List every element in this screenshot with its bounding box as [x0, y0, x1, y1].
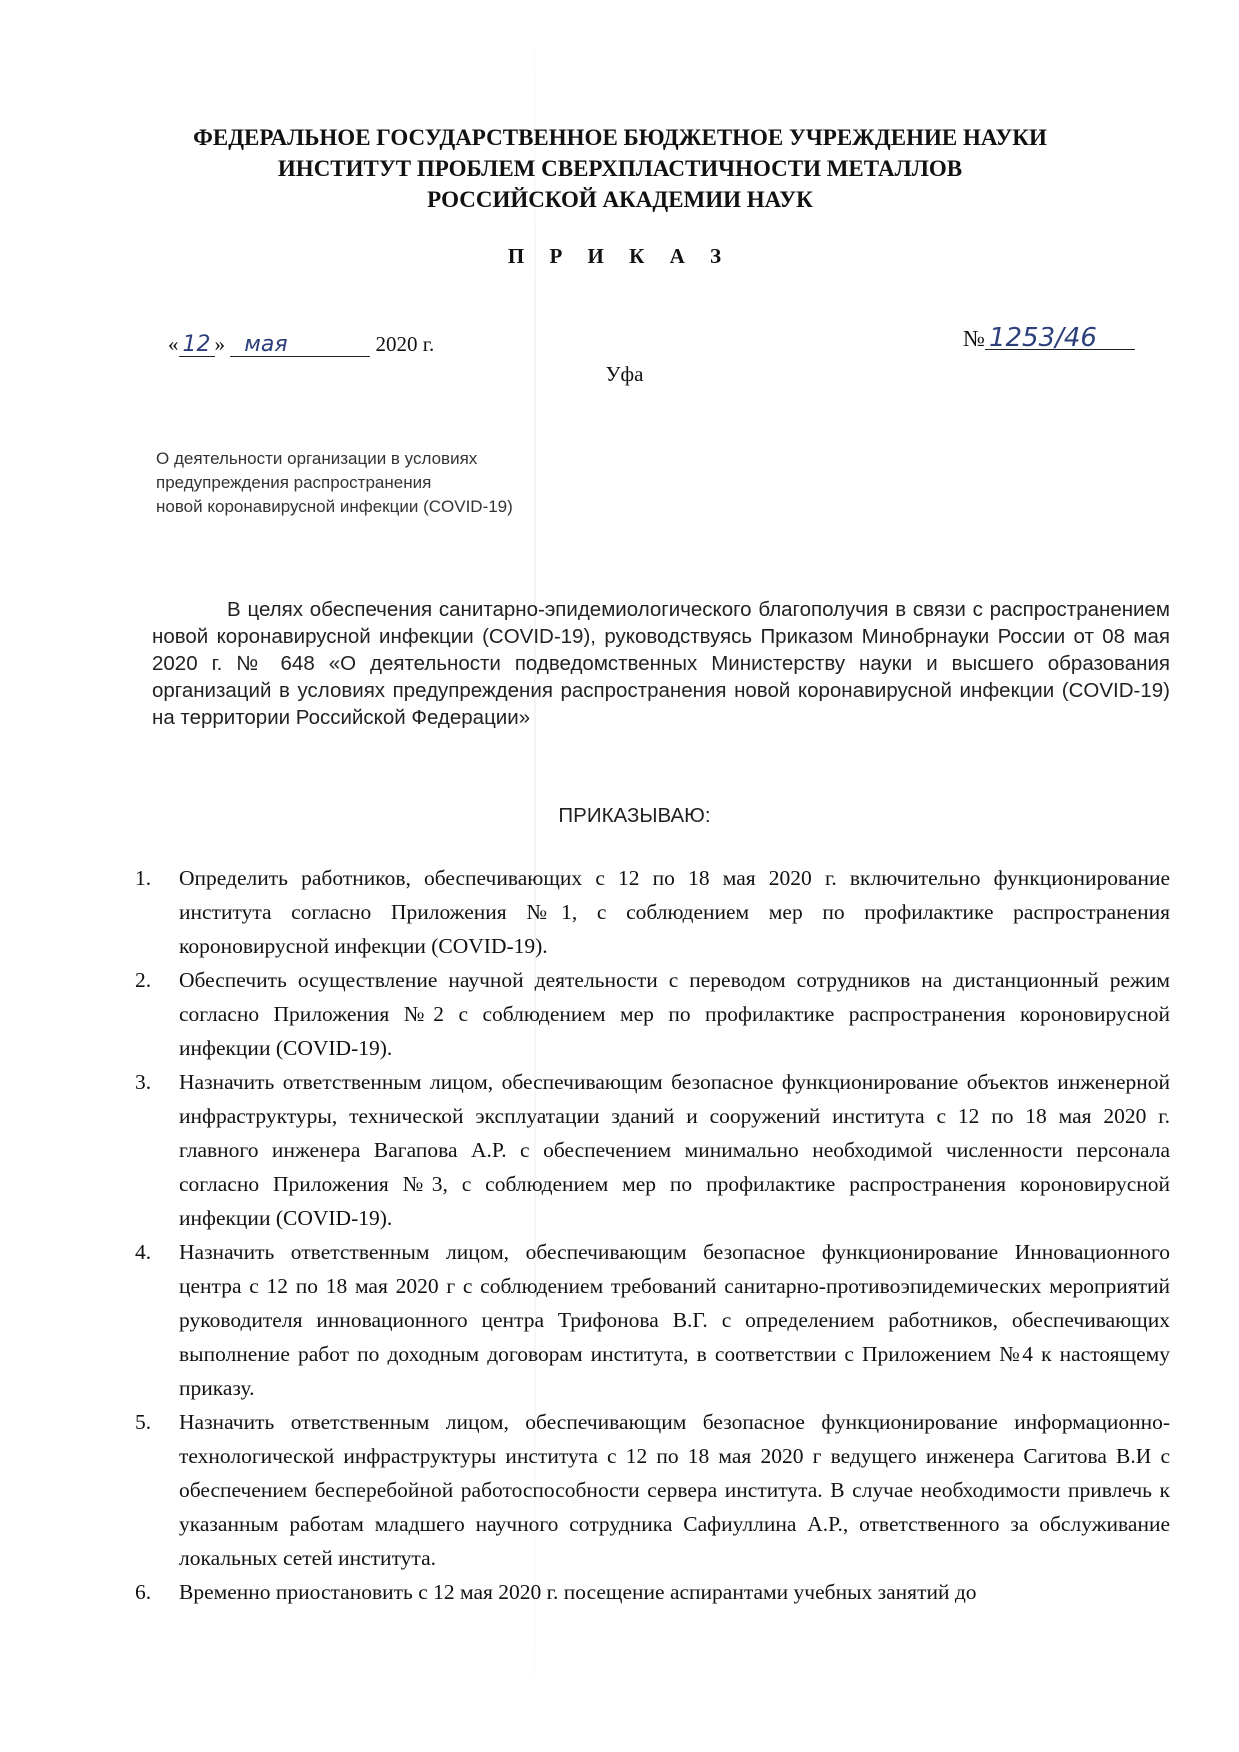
- organization-header: [130, 122, 1110, 215]
- item-number: 2.: [135, 968, 152, 992]
- order-number: [963, 323, 1135, 353]
- number-handwritten: 1253/46: [985, 327, 1135, 350]
- item-text: Назначить ответственным лицом, обеспечивающим безопасное функционирование информационно-технологической инфраструктуры института с 12 по 18 мая 2020 г ведущего инженера Сагитова В.И с обеспечением бесперебойной работоспособности сервера института. В случае необходимости привлечь к указанным работам младшего научного сотрудника Сафиуллина А.Р., ответственного за обслуживание локальных сетей института.: [179, 1410, 1170, 1570]
- order-item: [135, 1405, 1170, 1575]
- city: Уфа: [605, 362, 644, 386]
- document-title: П Р И К А З: [507, 244, 732, 268]
- item-text: Определить работников, обеспечивающих с 12 по 18 мая 2020 г. включительно функционирование института согласно Приложения №1, с соблюдением мер по профилактике распространения короновирусной инфекции (COVID-19).: [179, 866, 1170, 958]
- subject-line-2: предупреждения распространения: [156, 473, 432, 492]
- preamble-paragraph: В целях обеспечения санитарно-эпидемиологического благополучия в связи с распространением новой коронавирусной инфекции (COVID-19), руководствуясь Приказом Минобрнауки России от 08 мая 2020 г. № 648 «О деятельности подведомственных Министерству науки и высшего образования организаций в условиях предупреждения распространения новой коронавирусной инфекции (COVID-19) на территории Российской Федерации»: [152, 598, 1170, 729]
- item-number: 1.: [135, 866, 152, 890]
- order-date: [168, 332, 434, 357]
- header-line-1: ФЕДЕРАЛЬНОЕ ГОСУДАРСТВЕННОЕ БЮДЖЕТНОЕ УЧРЕЖДЕНИЕ НАУКИ: [193, 125, 1047, 150]
- order-word: ПРИКАЗЫВАЮ:: [558, 804, 711, 827]
- order-item: [135, 1235, 1170, 1405]
- order-item: [135, 861, 1170, 963]
- number-prefix: №: [963, 326, 985, 351]
- item-number: 3.: [135, 1070, 152, 1094]
- header-line-2: ИНСТИТУТ ПРОБЛЕМ СВЕРХПЛАСТИЧНОСТИ МЕТАЛЛОВ: [277, 156, 963, 181]
- date-close-quote: »: [214, 332, 225, 356]
- item-number: 5.: [135, 1410, 152, 1434]
- subject-line-3: новой коронавирусной инфекции (COVID-19): [156, 497, 513, 516]
- item-text: Временно приостановить с 12 мая 2020 г. посещение аспирантами учебных занятий до: [179, 1580, 977, 1604]
- subject-line-1: О деятельности организации в условиях: [156, 449, 478, 468]
- order-item: [135, 1065, 1170, 1235]
- order-item: [135, 1575, 1170, 1609]
- order-subject: [156, 447, 513, 519]
- date-month-handwritten: мая: [230, 334, 370, 357]
- order-item: [135, 963, 1170, 1065]
- item-text: Назначить ответственным лицом, обеспечивающим безопасное функционирование Инновационного центра с 12 по 18 мая 2020 г с соблюдением требований санитарно-противоэпидемических мероприятий руководителя инновационного центра Трифонова В.Г. с определением работников, обеспечивающих выполнение работ по доходным договорам института, в соответствии с Приложением №4 к настоящему приказу.: [179, 1240, 1170, 1400]
- date-day-handwritten: 12: [179, 334, 215, 357]
- date-open-quote: «: [168, 332, 179, 356]
- date-year: 2020 г.: [375, 332, 435, 356]
- item-number: 6.: [135, 1580, 152, 1604]
- item-number: 4.: [135, 1240, 152, 1264]
- item-text: Обеспечить осуществление научной деятельности с переводом сотрудников на дистанционный режим согласно Приложения №2 с соблюдением мер по профилактике распространения короновирусной инфекции (COVID-19).: [179, 968, 1170, 1060]
- item-text: Назначить ответственным лицом, обеспечивающим безопасное функционирование объектов инженерной инфраструктуры, технической эксплуатации зданий и сооружений института с 12 по 18 мая 2020 г. главного инженера Вагапова А.Р. с обеспечением минимально необходимой численности персонала согласно Приложения №3, с соблюдением мер по профилактике распространения короновирусной инфекции (COVID-19).: [179, 1070, 1170, 1230]
- order-items-list: [135, 861, 1170, 1609]
- header-line-3: РОССИЙСКОЙ АКАДЕМИИ НАУК: [427, 187, 813, 212]
